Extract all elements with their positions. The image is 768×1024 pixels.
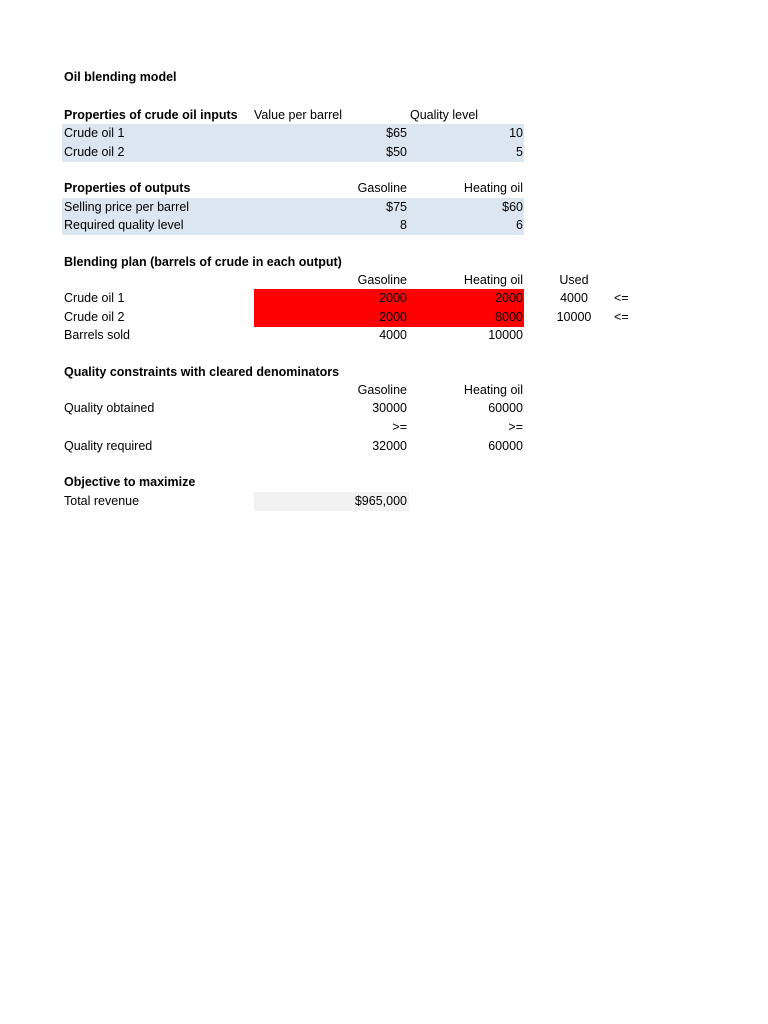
quality-operator-row bbox=[0, 418, 768, 437]
input-row-crude-1 bbox=[0, 124, 768, 143]
plan-gasoline[interactable]: 4000 bbox=[379, 328, 407, 342]
plan-row-sold bbox=[0, 326, 768, 345]
quality-operator-gasoline[interactable]: >= bbox=[392, 420, 407, 434]
outputs-heading[interactable]: Properties of outputs bbox=[64, 181, 191, 195]
plan-operator[interactable]: <= bbox=[614, 310, 629, 324]
gasoline-header[interactable]: Gasoline bbox=[357, 181, 407, 195]
quality-obtained-row bbox=[0, 399, 768, 418]
input-quality[interactable]: 10 bbox=[509, 126, 523, 140]
inputs-heading[interactable]: Properties of crude oil inputs bbox=[64, 108, 238, 122]
output-row-quality bbox=[0, 216, 768, 235]
inputs-header-row bbox=[0, 106, 768, 125]
heating-oil-header[interactable]: Heating oil bbox=[463, 181, 523, 195]
plan-row-crude-1 bbox=[0, 289, 768, 308]
output-gasoline[interactable]: $75 bbox=[386, 200, 407, 214]
plan-heading[interactable]: Blending plan (barrels of crude in each output) bbox=[64, 255, 342, 269]
quality-operator-heating[interactable]: >= bbox=[508, 420, 523, 434]
input-value[interactable]: $65 bbox=[386, 126, 407, 140]
quality-heading[interactable]: Quality constraints with cleared denominators bbox=[64, 365, 340, 379]
input-row-crude-2 bbox=[0, 143, 768, 162]
input-value[interactable]: $50 bbox=[386, 145, 407, 159]
quality-required-heating[interactable]: 60000 bbox=[488, 439, 523, 453]
plan-heating[interactable]: 8000 bbox=[495, 310, 523, 324]
heating-oil-header[interactable]: Heating oil bbox=[463, 383, 523, 397]
gasoline-header[interactable]: Gasoline bbox=[357, 383, 407, 397]
quality-required-row bbox=[0, 437, 768, 456]
objective-heading[interactable]: Objective to maximize bbox=[64, 475, 196, 489]
plan-heating[interactable]: 10000 bbox=[488, 328, 523, 342]
total-revenue-label[interactable]: Total revenue bbox=[64, 494, 140, 508]
plan-name[interactable]: Barrels sold bbox=[64, 328, 130, 342]
gasoline-header[interactable]: Gasoline bbox=[357, 273, 407, 287]
quality-obtained-gasoline[interactable]: 30000 bbox=[372, 401, 407, 415]
output-heating[interactable]: $60 bbox=[502, 200, 523, 214]
objective-row bbox=[0, 492, 768, 511]
heating-oil-header[interactable]: Heating oil bbox=[463, 273, 523, 287]
plan-name[interactable]: Crude oil 1 bbox=[64, 291, 125, 305]
plan-gasoline[interactable]: 2000 bbox=[379, 291, 407, 305]
input-name[interactable]: Crude oil 1 bbox=[64, 126, 125, 140]
input-quality[interactable]: 5 bbox=[516, 145, 523, 159]
used-header[interactable]: Used bbox=[559, 273, 589, 287]
plan-header-row bbox=[0, 271, 768, 290]
plan-used[interactable]: 4000 bbox=[560, 291, 588, 305]
output-gasoline[interactable]: 8 bbox=[400, 218, 407, 232]
output-name[interactable]: Selling price per barrel bbox=[64, 200, 190, 214]
plan-operator[interactable]: <= bbox=[614, 291, 629, 305]
quality-required-gasoline[interactable]: 32000 bbox=[372, 439, 407, 453]
objective-heading-row bbox=[0, 473, 768, 492]
input-name[interactable]: Crude oil 2 bbox=[64, 145, 125, 159]
quality-level-header[interactable]: Quality level bbox=[410, 108, 479, 122]
output-name[interactable]: Required quality level bbox=[64, 218, 184, 232]
plan-gasoline[interactable]: 2000 bbox=[379, 310, 407, 324]
output-heating[interactable]: 6 bbox=[516, 218, 523, 232]
plan-name[interactable]: Crude oil 2 bbox=[64, 310, 125, 324]
quality-heading-row bbox=[0, 363, 768, 382]
plan-heading-row bbox=[0, 253, 768, 272]
quality-obtained-heating[interactable]: 60000 bbox=[488, 401, 523, 415]
quality-required-label[interactable]: Quality required bbox=[64, 439, 153, 453]
plan-heating[interactable]: 2000 bbox=[495, 291, 523, 305]
sheet-title[interactable]: Oil blending model bbox=[64, 70, 177, 84]
value-per-barrel-header[interactable]: Value per barrel bbox=[254, 108, 343, 122]
plan-used[interactable]: 10000 bbox=[556, 310, 592, 324]
quality-header-row bbox=[0, 381, 768, 400]
quality-obtained-label[interactable]: Quality obtained bbox=[64, 401, 155, 415]
total-revenue-value[interactable]: $965,000 bbox=[354, 494, 407, 508]
output-row-price bbox=[0, 198, 768, 217]
title-row bbox=[0, 68, 768, 87]
plan-row-crude-2 bbox=[0, 308, 768, 327]
outputs-header-row bbox=[0, 179, 768, 198]
